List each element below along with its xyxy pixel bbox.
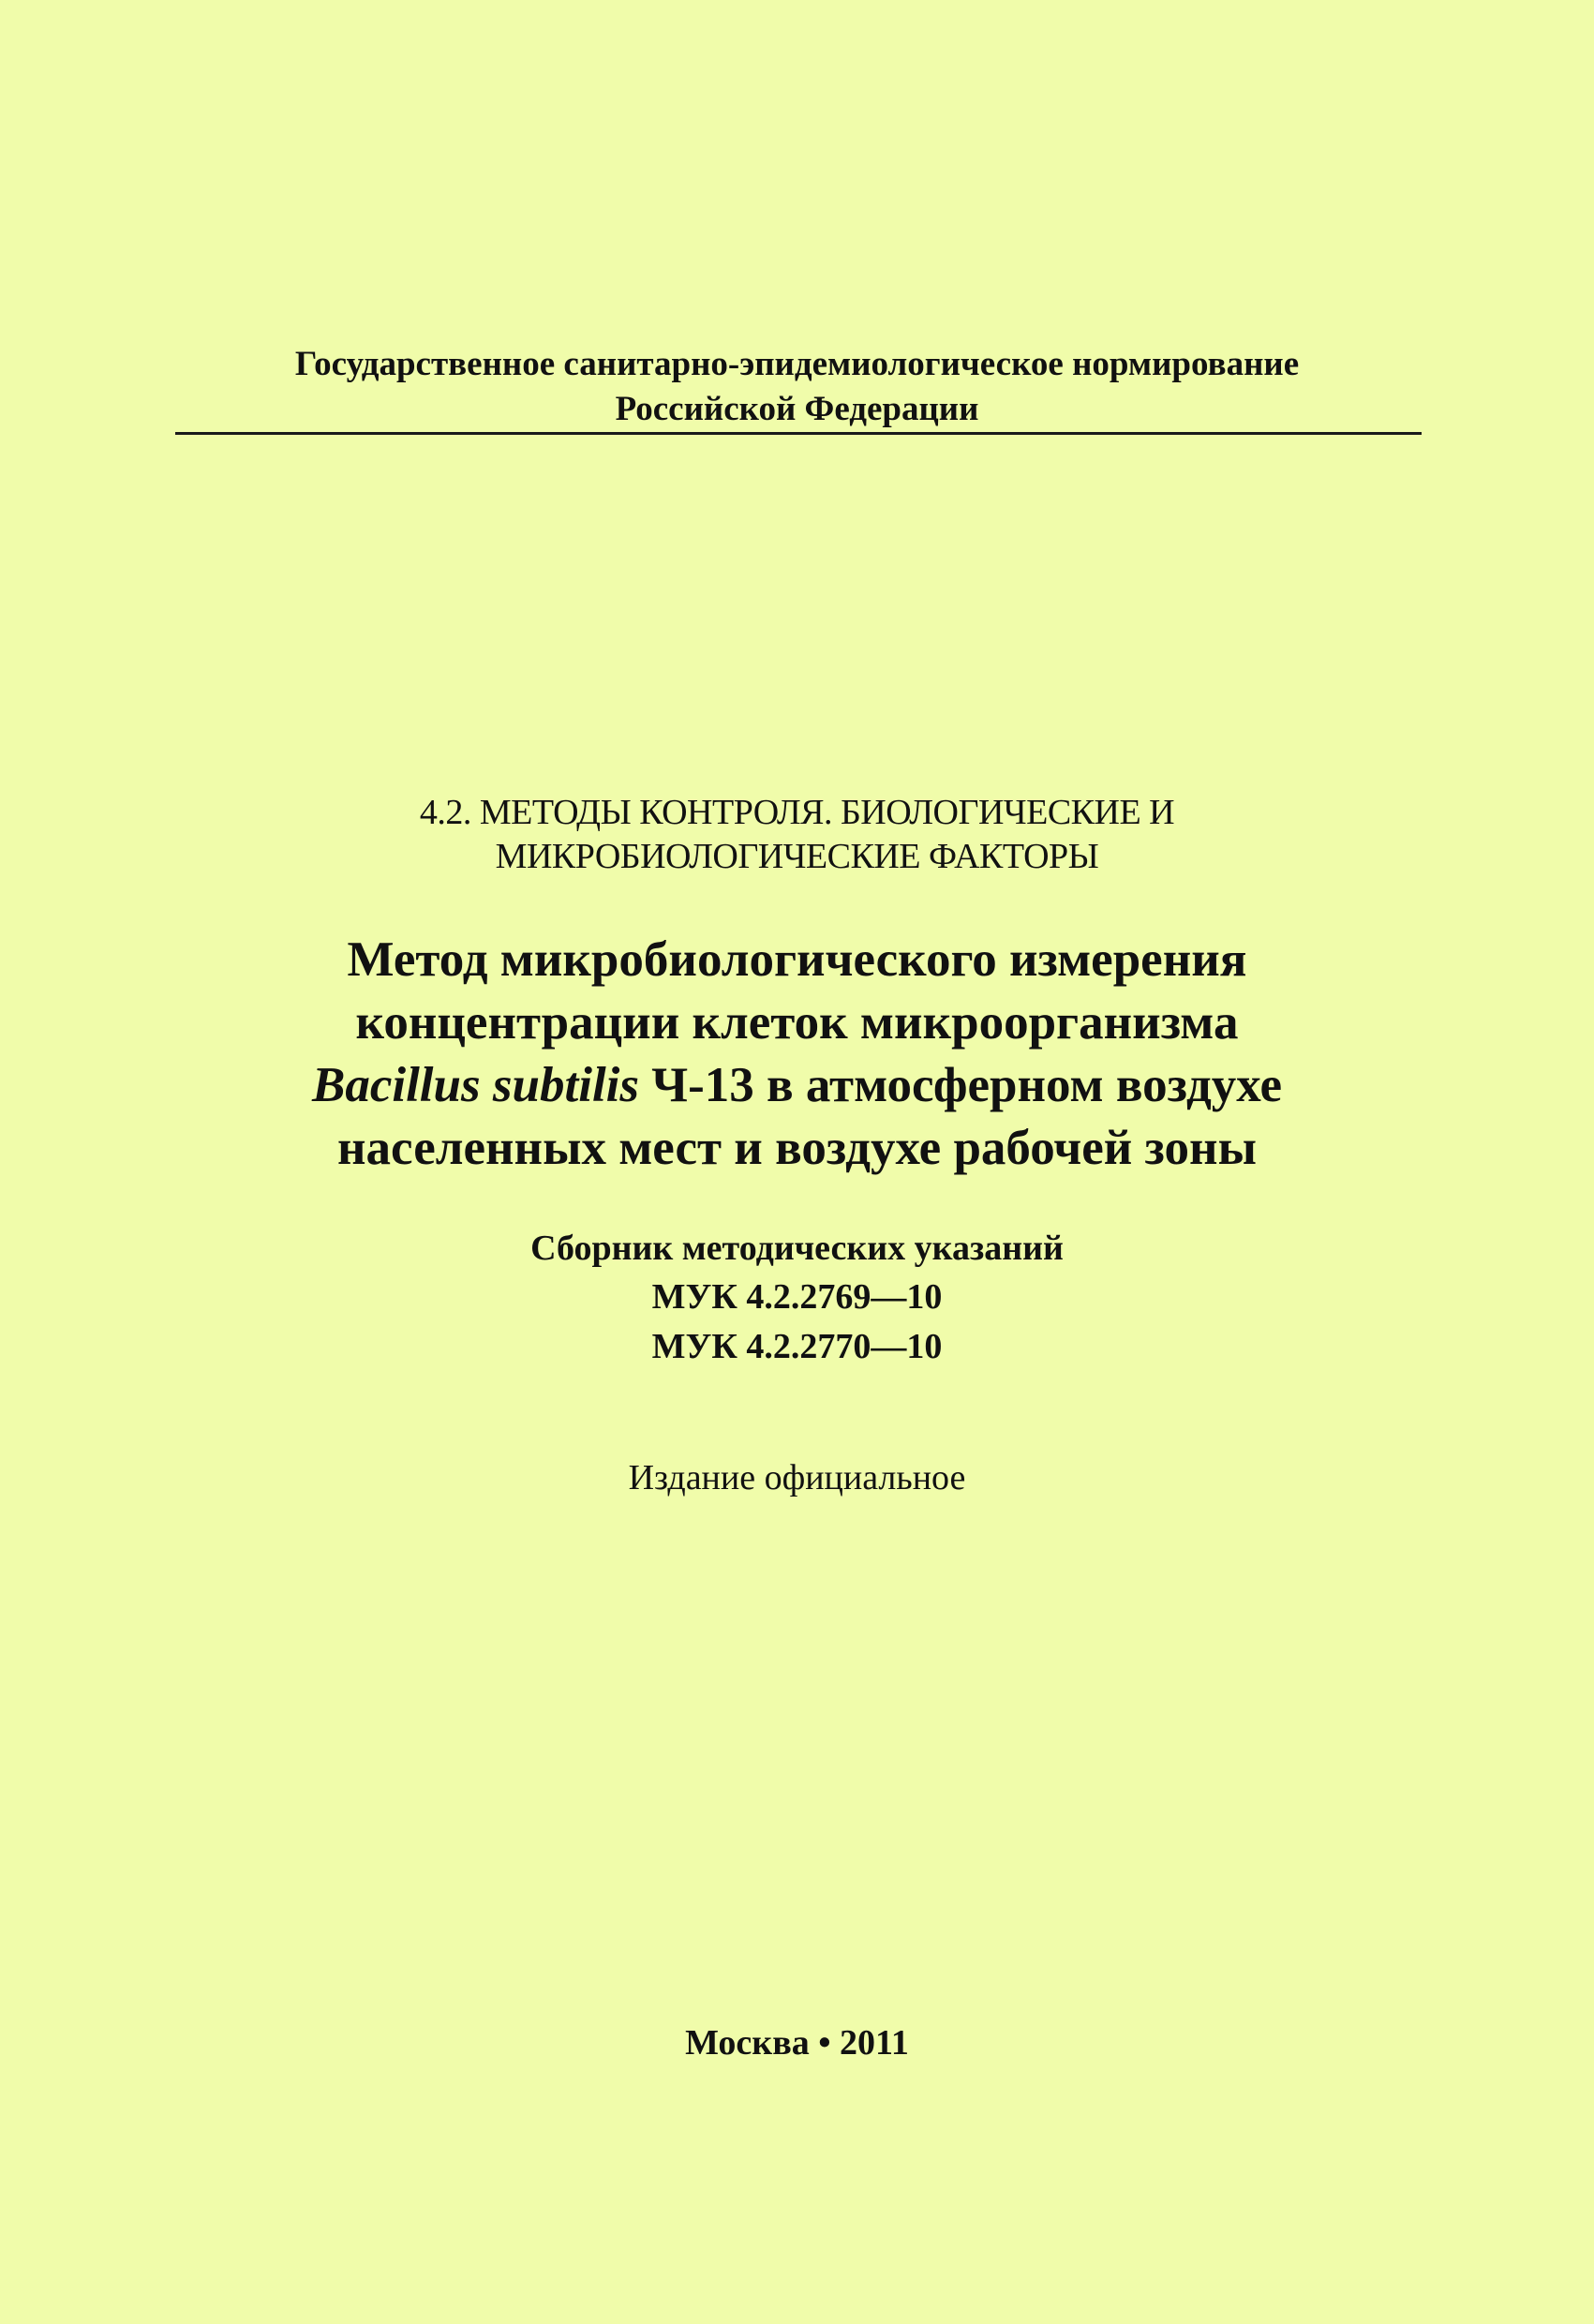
header-line-1: Государственное санитарно-эпидемиологическое нормирование bbox=[294, 345, 1300, 383]
muk-code-1: МУК 4.2.2769—10 bbox=[651, 1277, 943, 1317]
header-divider bbox=[175, 432, 1422, 435]
species-name: Bacillus subtilis bbox=[311, 1058, 640, 1112]
edition-note: Издание официальное bbox=[628, 1458, 966, 1497]
section-line-2: МИКРОБИОЛОГИЧЕСКИЕ ФАКТОРЫ bbox=[495, 837, 1099, 876]
title-line-1: Метод микробиологического измерения bbox=[347, 932, 1247, 987]
title-line-4: населенных мест и воздухе рабочей зоны bbox=[337, 1121, 1257, 1175]
section-line-1: 4.2. МЕТОДЫ КОНТРОЛЯ. БИОЛОГИЧЕСКИЕ И bbox=[419, 793, 1175, 832]
title-line-2: концентрации клеток микроорганизма bbox=[355, 995, 1239, 1050]
title-line-3 bbox=[0, 1054, 1594, 1116]
header-line-2: Российской Федерации bbox=[615, 390, 979, 428]
title-line-3-rest: Ч-13 в атмосферном воздухе bbox=[639, 1058, 1282, 1112]
muk-code-2: МУК 4.2.2770—10 bbox=[651, 1327, 943, 1366]
imprint: Москва • 2011 bbox=[685, 2023, 909, 2063]
collection-label: Сборник методических указаний bbox=[530, 1229, 1064, 1268]
